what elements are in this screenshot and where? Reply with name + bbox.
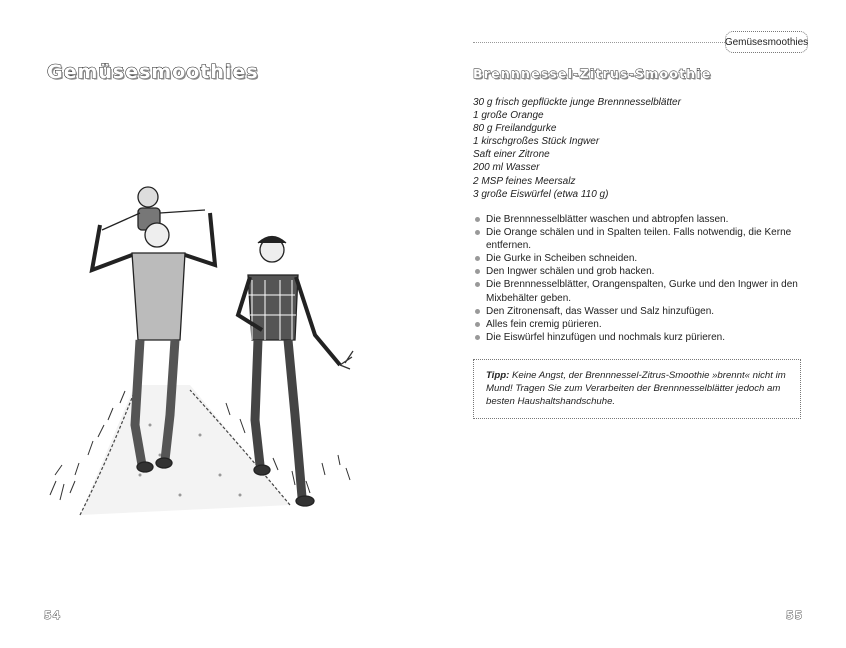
instruction-step: Die Brennnesselblätter, Orangenspalten, Gurke und den Ingwer in den Mixbehälter geben. — [473, 278, 803, 304]
instruction-step: Den Zitronensaft, das Wasser und Salz hinzufügen. — [473, 305, 803, 318]
ingredient-item: 80 g Freilandgurke — [473, 123, 557, 135]
page-number-right: 55 — [786, 609, 804, 622]
right-page — [423, 0, 846, 648]
ingredient-item: 200 ml Wasser — [473, 162, 540, 174]
ingredient-item: 30 g frisch gepflückte junge Brennnesselblätter — [473, 97, 681, 108]
chapter-title: Gemüsesmoothies — [47, 61, 259, 83]
tip-label: Tipp: — [486, 370, 510, 381]
ingredient-item: 2 MSP feines Meersalz — [473, 175, 576, 187]
instruction-step: Den Ingwer schälen und grob hacken. — [473, 265, 803, 278]
instruction-step: Die Orange schälen und in Spalten teilen. Falls notwendig, die Kerne entfernen. — [473, 226, 803, 252]
hiking-family-illustration — [40, 175, 380, 525]
instruction-step: Alles fein cremig pürieren. — [473, 318, 803, 331]
tip-text: Keine Angst, der Brennnessel-Zitrus-Smoothie »brennt« nicht im Mund! Tragen Sie zum Verarbeiten der Brennnesselblätter jedoch am besten Haushaltshandschuhe. — [486, 370, 786, 407]
instruction-step: Die Brennnesselblätter waschen und abtropfen lassen. — [473, 213, 803, 226]
tip-box — [473, 359, 801, 419]
header-rule — [473, 42, 725, 43]
ingredient-item: Saft einer Zitrone — [473, 149, 550, 161]
page-number-left: 54 — [44, 609, 62, 622]
instruction-step: Die Eiswürfel hinzufügen und nochmals kurz pürieren. — [473, 331, 803, 344]
section-tag: Gemüsesmoothies — [725, 31, 808, 53]
ingredient-list — [473, 96, 793, 201]
ingredient-item: 3 große Eiswürfel (etwa 110 g) — [473, 188, 609, 200]
ingredient-item: 1 kirschgroßes Stück Ingwer — [473, 136, 600, 148]
instruction-list — [473, 213, 803, 344]
instruction-step: Die Gurke in Scheiben schneiden. — [473, 252, 803, 265]
recipe-title: Brennnessel-Zitrus-Smoothie — [473, 66, 712, 81]
ingredient-item: 1 große Orange — [473, 110, 544, 122]
